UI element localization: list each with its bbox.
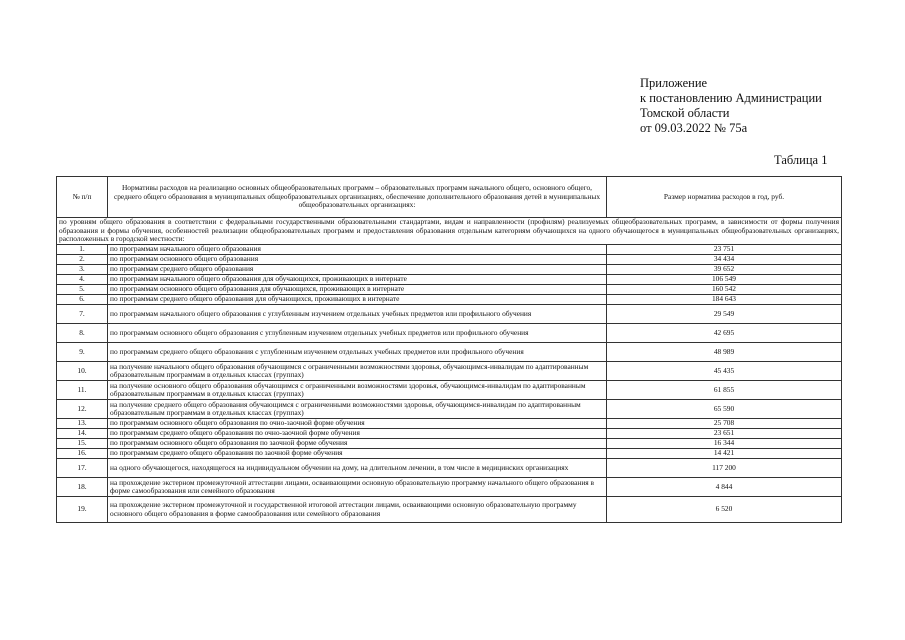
row-value: 25 708 [607, 419, 842, 429]
table-row [57, 324, 842, 343]
row-name: на получение среднего общего образования обучающимся с ограниченными возможностями здоровья, обучающимся-инвалидам по адаптированным образовательным программам в отдельных классах (группах) [108, 400, 607, 419]
row-number: 9. [57, 343, 108, 362]
table-row [57, 381, 842, 400]
table-row [57, 362, 842, 381]
table-row [57, 343, 842, 362]
row-name: на прохождение экстерном промежуточной аттестации лицами, осваивающими основную образовательную программу начального общего образования в форме самообразования или семейного образования [108, 478, 607, 497]
table-description: по уровням общего образования в соответствии с федеральными государственными образовательными стандартами, видам и направленности (профилям) реализуемых общеобразовательных программ, в зависимости от формы получения образования и формы обучения, особенностей реализации общеобразовательных программ и предоставления образования отдельным категориям обучающихся на одного обучающегося в муниципальных общеобразовательных организациях, расположенных в городской местности: [57, 218, 842, 245]
row-name: по программам среднего общего образования по очно-заочной форме обучения [108, 429, 607, 439]
column-header-name: Нормативы расходов на реализацию основных общеобразовательных программ – образовательных программ начального общего, основного общего, среднего общего образования в муниципальных общеобразовательных организациях, обеспечение дополнительного образования детей в муниципальных общеобразовательных организациях: [108, 177, 607, 218]
row-number: 11. [57, 381, 108, 400]
table-row [57, 285, 842, 295]
row-name: на получение начального общего образования обучающимся с ограниченными возможностями здоровья, обучающимся-инвалидам по адаптированным образовательным программам в отдельных классах (группах) [108, 362, 607, 381]
row-value: 48 989 [607, 343, 842, 362]
table-header-row [57, 177, 842, 218]
header-line-region: Томской области [640, 106, 730, 120]
table-row [57, 305, 842, 324]
row-number: 1. [57, 245, 108, 255]
row-number: 10. [57, 362, 108, 381]
table-row [57, 449, 842, 459]
table-row [57, 439, 842, 449]
header-line-date: от 09.03.2022 № 75а [640, 121, 748, 135]
row-name: на получение основного общего образования обучающимся с ограниченными возможностями здоровья, обучающимся-инвалидам по адаптированным образовательным программам в отдельных классах (группах) [108, 381, 607, 400]
row-value: 160 542 [607, 285, 842, 295]
row-name: по программам основного общего образования по очно-заочной форме обучения [108, 419, 607, 429]
table-row [57, 419, 842, 429]
row-value: 65 590 [607, 400, 842, 419]
row-value: 4 844 [607, 478, 842, 497]
table-row [57, 478, 842, 497]
table-row [57, 265, 842, 275]
row-value: 23 751 [607, 245, 842, 255]
row-number: 7. [57, 305, 108, 324]
table-description-row [57, 218, 842, 245]
row-number: 16. [57, 449, 108, 459]
row-number: 12. [57, 400, 108, 419]
norms-table [56, 176, 842, 523]
row-name: на одного обучающегося, находящегося на индивидуальном обучении на дому, на длительном лечении, в том числе в медицинских организациях [108, 459, 607, 478]
document-header [640, 76, 822, 136]
row-name: по программам начального общего образования [108, 245, 607, 255]
row-value: 61 855 [607, 381, 842, 400]
table-row [57, 275, 842, 285]
row-name: по программам основного общего образования [108, 255, 607, 265]
column-header-value: Размер норматива расходов в год, руб. [607, 177, 842, 218]
header-line-resolution: к постановлению Администрации [640, 91, 822, 105]
row-name: на прохождение экстерном промежуточной и государственной итоговой аттестации лицами, осваивающими основную образовательную программу основного общего образования в форме самообразования или семейного образования [108, 497, 607, 523]
row-name: по программам начального общего образования с углубленным изучением отдельных учебных предметов или профильного обучения [108, 305, 607, 324]
row-value: 45 435 [607, 362, 842, 381]
row-number: 4. [57, 275, 108, 285]
row-value: 16 344 [607, 439, 842, 449]
row-name: по программам основного общего образования по заочной форме обучения [108, 439, 607, 449]
row-value: 39 652 [607, 265, 842, 275]
row-value: 34 434 [607, 255, 842, 265]
row-value: 42 695 [607, 324, 842, 343]
row-number: 2. [57, 255, 108, 265]
row-value: 117 200 [607, 459, 842, 478]
row-name: по программам начального общего образования для обучающихся, проживающих в интернате [108, 275, 607, 285]
table-title: Таблица 1 [774, 153, 828, 167]
row-value: 29 549 [607, 305, 842, 324]
row-number: 5. [57, 285, 108, 295]
row-value: 14 421 [607, 449, 842, 459]
row-number: 8. [57, 324, 108, 343]
row-name: по программам среднего общего образования для обучающихся, проживающих в интернате [108, 295, 607, 305]
row-value: 184 643 [607, 295, 842, 305]
row-name: по программам основного общего образования с углубленным изучением отдельных учебных предметов или профильного обучения [108, 324, 607, 343]
table-row [57, 459, 842, 478]
row-name: по программам основного общего образования для обучающихся, проживающих в интернате [108, 285, 607, 295]
row-value: 23 651 [607, 429, 842, 439]
table-row [57, 429, 842, 439]
row-number: 15. [57, 439, 108, 449]
table-row [57, 255, 842, 265]
row-value: 6 520 [607, 497, 842, 523]
row-number: 6. [57, 295, 108, 305]
column-header-number: № п/п [57, 177, 108, 218]
row-name: по программам среднего общего образования по заочной форме обучения [108, 449, 607, 459]
row-number: 18. [57, 478, 108, 497]
table-row [57, 245, 842, 255]
row-name: по программам среднего общего образования [108, 265, 607, 275]
row-value: 106 549 [607, 275, 842, 285]
table-row [57, 497, 842, 523]
table-row [57, 400, 842, 419]
row-number: 17. [57, 459, 108, 478]
row-name: по программам среднего общего образования с углубленным изучением отдельных учебных предметов или профильного обучения [108, 343, 607, 362]
header-line-appendix: Приложение [640, 76, 708, 90]
row-number: 3. [57, 265, 108, 275]
table-row [57, 295, 842, 305]
row-number: 14. [57, 429, 108, 439]
row-number: 13. [57, 419, 108, 429]
row-number: 19. [57, 497, 108, 523]
